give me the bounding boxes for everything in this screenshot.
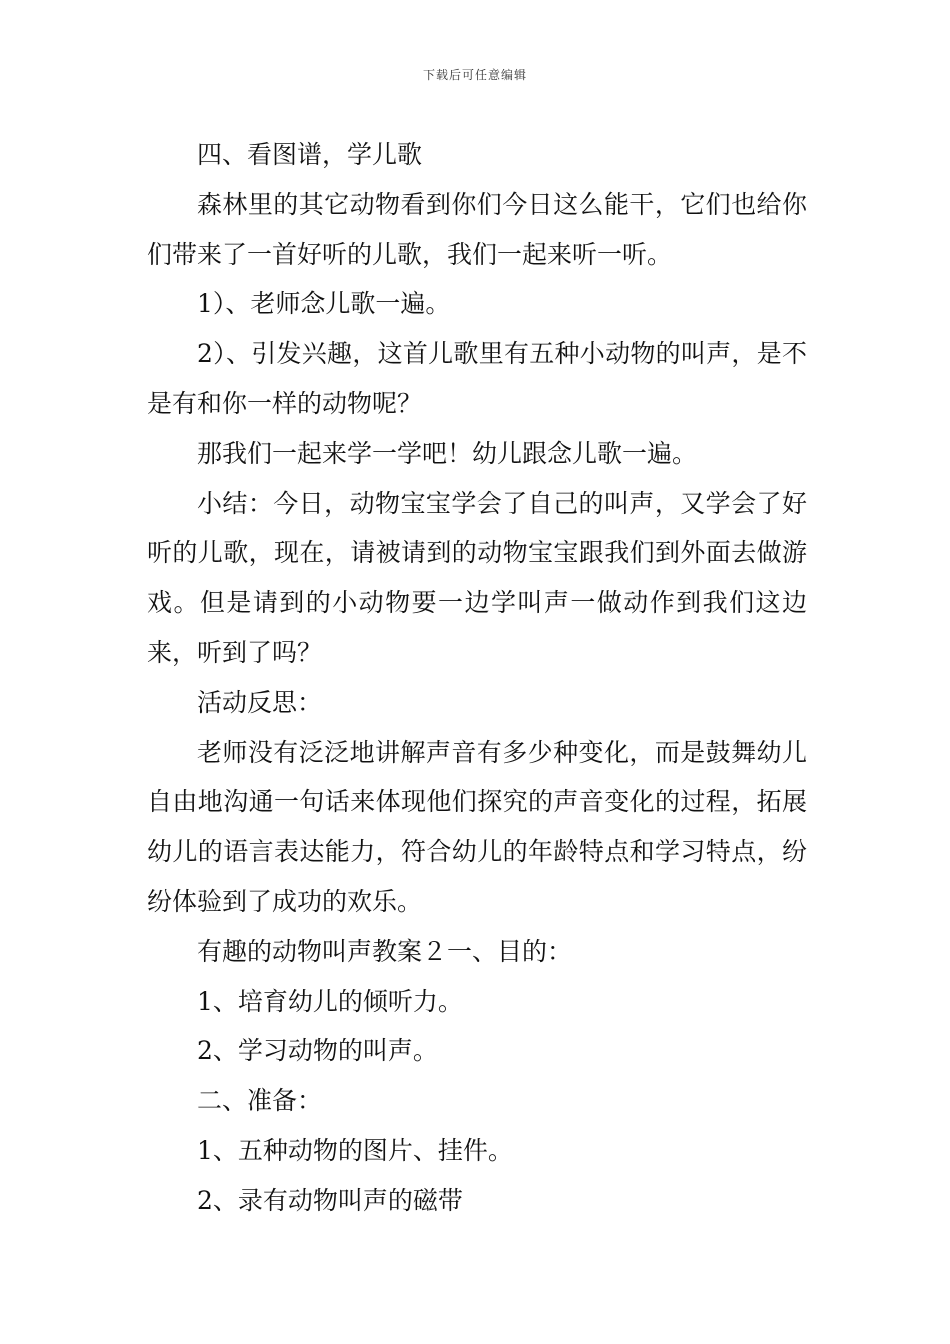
paragraph-learn-together: 那我们一起来学一学吧！幼儿跟念儿歌一遍。	[197, 438, 698, 468]
step-1: 1）、老师念儿歌一遍。	[197, 289, 451, 319]
goal-item-1: 1、培育幼儿的倾听力。	[197, 986, 463, 1016]
goal-item-2: 2、学习动物的叫声。	[197, 1036, 438, 1066]
heading-preparation: 二、准备：	[197, 1086, 323, 1116]
step-2: 2）、引发兴趣，这首儿歌里有五种小动物的叫声，是不是有和你一样的动物呢？	[147, 339, 807, 418]
paragraph-reflection: 老师没有泛泛地讲解声音有多少种变化，而是鼓舞幼儿自由地沟通一句话来体现他们探究的声音变化的过程，拓展幼儿的语言表达能力，符合幼儿的年龄特点和学习特点，纷纷体验到了成功的欢乐。	[147, 737, 807, 916]
page-header-note: 下载后可任意编辑	[422, 68, 527, 82]
prep-item-1: 1、五种动物的图片、挂件。	[197, 1135, 513, 1165]
paragraph-forest-animals: 森林里的其它动物看到你们今日这么能干，它们也给你们带来了一首好听的儿歌，我们一起来听一听。	[147, 189, 807, 269]
paragraph-summary: 小结：今日，动物宝宝学会了自己的叫声，又学会了好听的儿歌，现在，请被请到的动物宝宝跟我们到外面去做游戏。但是请到的小动物要一边学叫声一做动作到我们这边来，听到了吗？	[147, 488, 807, 667]
section-heading-four: 四、看图谱，学儿歌	[197, 140, 423, 169]
document-body	[147, 130, 807, 1226]
prep-item-2: 2、录有动物叫声的磁带	[197, 1185, 463, 1215]
heading-lesson-2-goal: 有趣的动物叫声教案２一、目的：	[197, 936, 573, 966]
heading-reflection: 活动反思：	[197, 687, 323, 717]
